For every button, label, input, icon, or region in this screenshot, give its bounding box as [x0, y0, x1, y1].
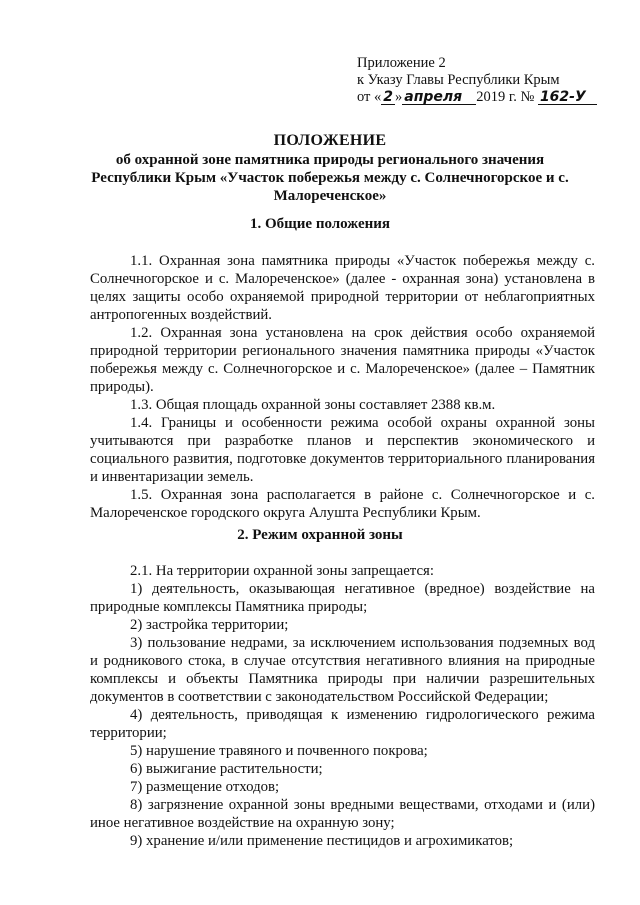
prohibition-item: 3) пользование недрами, за исключением использования подземных вод и родникового стока, в случае отсутствия негативного влияния на природные комплексы и объекты Памятника природы при наличии разрешительных документов в соответствии с законодательством Российской Федерации; — [90, 635, 595, 705]
handwritten-number: 162-У — [538, 90, 597, 105]
paragraph-1-2: 1.2. Охранная зона установлена на срок действия особо охраняемой природной территории регионального значения памятника природы «Участок побережья между с. Солнечногорское и с. Малореченское» (далее – Памятник природы). — [90, 325, 595, 395]
section2-body — [90, 562, 595, 850]
paragraph-1-5: 1.5. Охранная зона располагается в районе с. Солнечногорское и с. Малореченское городского округа Алушта Республики Крым. — [90, 487, 595, 521]
section1-heading: 1. Общие положения — [249, 216, 391, 232]
section2-heading: 2. Режим охранной зоны — [237, 527, 403, 543]
date-year: 2019 г. № — [476, 89, 535, 105]
prohibition-item: 1) деятельность, оказывающая негативное (вредное) воздействие на природные комплексы Памятника природы; — [90, 581, 595, 615]
prohibition-item: 7) размещение отходов; — [130, 779, 280, 795]
handwritten-month: апреля — [402, 90, 476, 105]
section1-body — [90, 252, 595, 522]
date-mid: » — [395, 89, 403, 105]
prohibition-item: 5) нарушение травяного и почвенного покрова; — [130, 743, 428, 759]
prohibition-item: 4) деятельность, приводящая к изменению гидрологического режима территории; — [90, 707, 595, 741]
paragraph-1-4: 1.4. Границы и особенности режима особой охраны охранной зоны учитываются при разработке планов и перспектив экономического и социального развития, подготовке документов территориального планирования и инвентаризации земель. — [90, 415, 595, 485]
paragraph-2-1: 2.1. На территории охранной зоны запрещается: — [130, 563, 434, 579]
handwritten-day: 2 — [383, 89, 394, 105]
paragraph-1-1: 1.1. Охранная зона памятника природы «Участок побережья между с. Солнечногорское и с. Малореченское» (далее - охранная зона) установлена в целях защиты особо охраняемой природной территории от неблагоприятных антропогенных воздействий. — [90, 253, 595, 323]
appendix-number: Приложение 2 — [357, 55, 446, 71]
prohibition-item: 6) выжигание растительности; — [130, 761, 323, 777]
appendix-date-line — [357, 89, 597, 106]
paragraph-1-3: 1.3. Общая площадь охранной зоны составляет 2388 кв.м. — [130, 397, 496, 413]
date-prefix: от « — [357, 89, 382, 105]
prohibition-item: 8) загрязнение охранной зоны вредными веществами, отходами и (или) иное негативное воздействие на охранную зону; — [90, 797, 595, 831]
appendix-header — [357, 55, 597, 106]
prohibition-item: 9) хранение и/или применение пестицидов и агрохимикатов; — [130, 833, 514, 849]
document-title: ПОЛОЖЕНИЕ — [273, 132, 387, 149]
document-subtitle: об охранной зоне памятника природы регионального значения Республики Крым «Участок побережья между с. Солнечногорское и с. Малореченское» — [91, 152, 569, 204]
appendix-reference: к Указу Главы Республики Крым — [357, 72, 560, 88]
prohibition-item: 2) застройка территории; — [130, 617, 289, 633]
